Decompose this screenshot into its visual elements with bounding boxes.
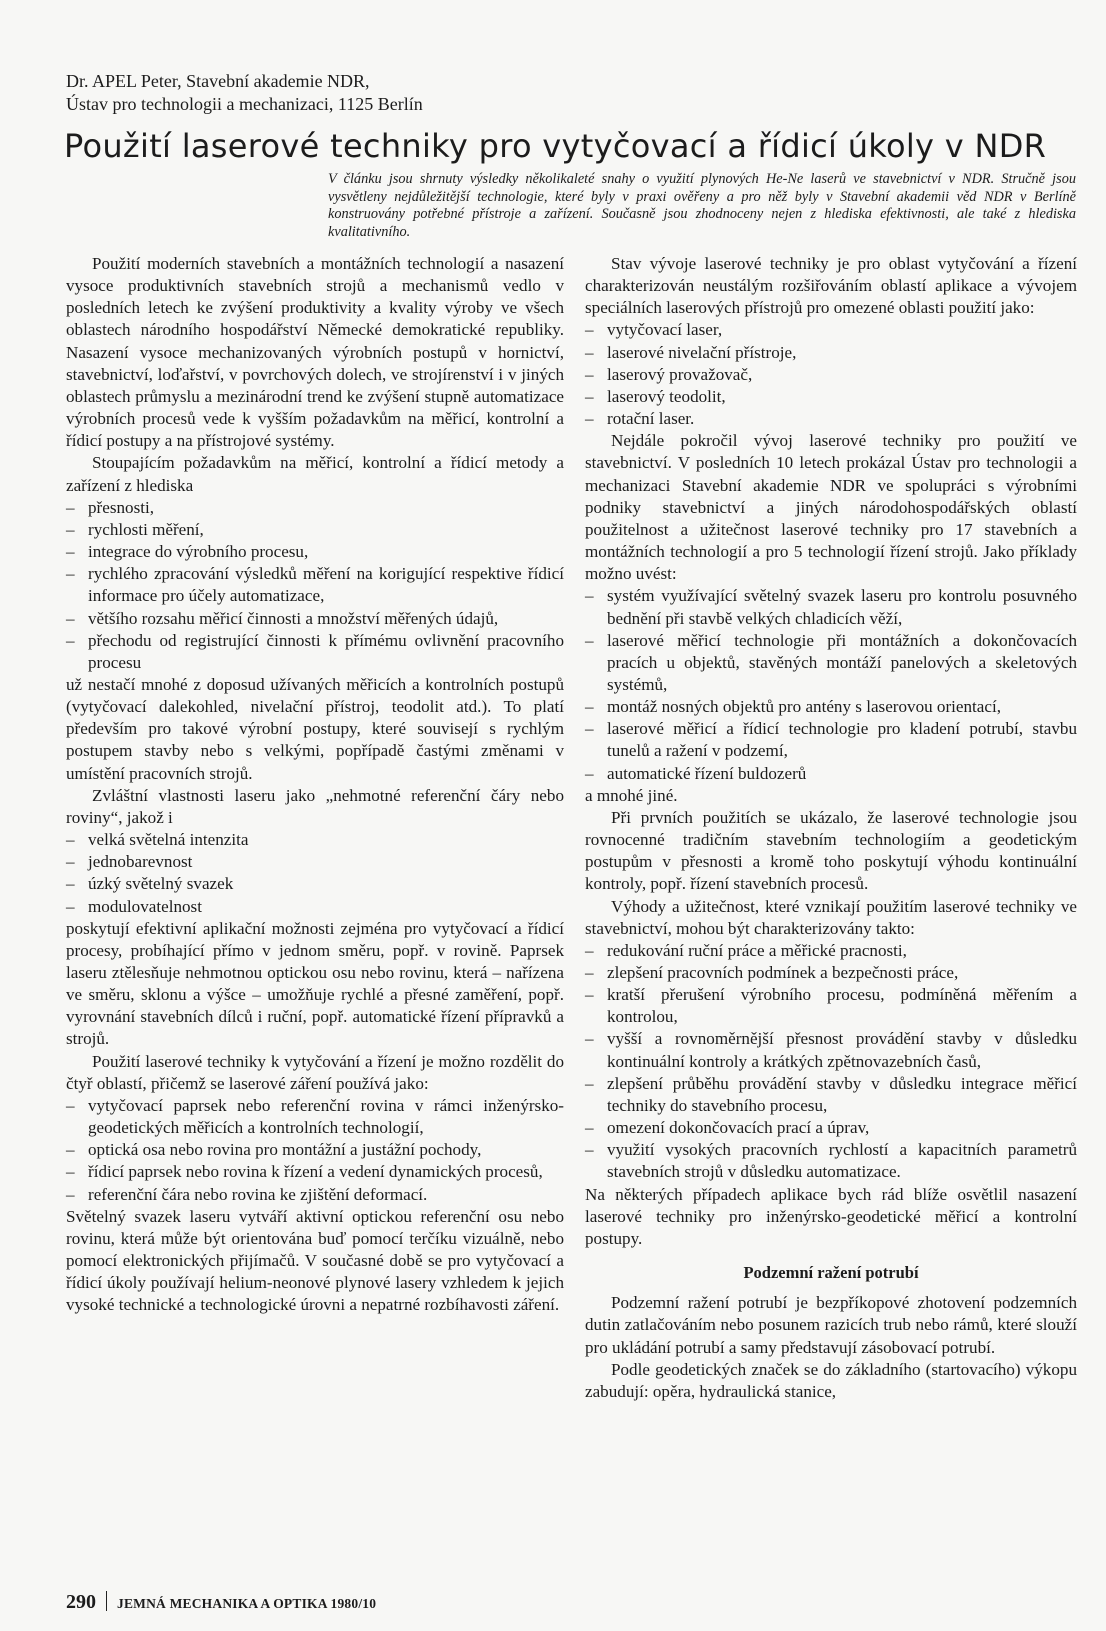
list-item: – laserové nivelační přístroje,	[585, 342, 1077, 364]
paragraph: Použití laserové techniky k vytyčování a řízení je možno rozdělit do čtyř oblastí, přičemž se laserové záření používá jako:	[66, 1051, 564, 1093]
paragraph: Stav vývoje laserové techniky je pro oblast vytyčování a řízení charakterizován neustálým rozšiřováním oblastí aplikace a vývojem speciálních laserových přístrojů pro omezené oblasti použití jako:	[585, 254, 1077, 318]
list-item: – automatické řízení buldozerů	[585, 763, 1077, 785]
journal-name: JEMNÁ MECHANIKA A OPTIKA 1980/10	[117, 1596, 377, 1611]
section-heading: Podzemní ražení potrubí	[743, 1263, 919, 1283]
list-item: – řídicí paprsek nebo rovina k řízení a vedení dynamických procesů,	[66, 1161, 564, 1183]
author-affiliation: Ústav pro technologii a mechanizaci, 1125 Berlín	[66, 94, 423, 114]
list-item: – úzký světelný svazek	[66, 873, 564, 895]
bullet-list	[585, 940, 1077, 1184]
list-item: – redukování ruční práce a měřické pracnosti,	[585, 940, 1077, 962]
bullet-list	[585, 585, 1077, 784]
paragraph: už nestačí mnohé z doposud užívaných měřicích a kontrolních postupů (vytyčovací dalekohled, nivelační přístroj, teodolit atd.). To platí především pro takové výrobní postupy, které souvisejí s rychlým postupem stavby nebo s velkými, popřípadě častými změnami v umístění pracovních strojů.	[66, 674, 564, 783]
list-item: – přesnosti,	[66, 497, 564, 519]
list-item: – jednobarevnost	[66, 851, 564, 873]
list-item: – integrace do výrobního procesu,	[66, 541, 564, 563]
list-item: – většího rozsahu měřicí činnosti a množství měřených údajů,	[66, 608, 564, 630]
list-item: – laserový teodolit,	[585, 386, 1077, 408]
bullet-list	[66, 497, 564, 674]
article-abstract: V článku jsou shrnuty výsledky několikaleté snahy o využití plynových He-Ne laserů ve stavebnictví v NDR. Stručně jsou vysvětleny nejdůležitější technologie, které byly v praxi ověřeny a pro něž byly v Stavební akademii věd NDR v Berlíně konstruovány potřebné přístroje a zařízení. Současně jsou zhodnoceny nejen z hlediska efektivnosti, ale také z hlediska kvalitativního.	[328, 171, 1076, 240]
list-item: – rychlého zpracování výsledků měření na korigující respektive řídicí informace pro účely automatizace,	[66, 563, 564, 607]
list-item: – montáž nosných objektů pro antény s laserovou orientací,	[585, 696, 1077, 718]
paragraph: Podle geodetických značek se do základního (startovacího) výkopu zabudují: opěra, hydraulická stanice,	[585, 1359, 1077, 1401]
paragraph: Použití moderních stavebních a montážních technologií a nasazení vysoce produktivních stavebních strojů a mechanismů vedlo v posledních letech ke zvýšení produktivity a kvality výroby ve všech oblastech národního hospodářství Německé demokratické republiky. Nasazení vysoce mechanizovaných výrobních postupů v hornictví, stavebnictví, loďařství, v povrchových dolech, ve strojírenství i v jiných oblastech průmyslu a mezinárodní trend ke zvýšení stupně automatizace výrobních procesů vede k vyšším požadavkům na měřicí, kontrolní a řídicí postupy a na přístrojové systémy.	[66, 254, 564, 451]
list-item: – optická osa nebo rovina pro montážní a justážní pochody,	[66, 1139, 564, 1161]
paragraph: Podzemní ražení potrubí je bezpříkopové zhotovení podzemních dutin zatlačováním nebo posunem razicích trub nebo rámů, které slouží pro ukládání potrubí a samy představují zásobovací potrubí.	[585, 1293, 1077, 1357]
list-item: – velká světelná intenzita	[66, 829, 564, 851]
left-column	[66, 253, 564, 1317]
list-item: – zlepšení průběhu provádění stavby v důsledku integrace měřicí techniky do stavebního procesu,	[585, 1073, 1077, 1117]
list-item: – referenční čára nebo rovina ke zjištění deformací.	[66, 1184, 564, 1206]
bullet-list	[66, 829, 564, 918]
list-item: – využití vysokých pracovních rychlostí a kapacitních parametrů stavebních strojů v důsledku automatizace.	[585, 1139, 1077, 1183]
list-item: – laserový provažovač,	[585, 364, 1077, 386]
page-footer	[66, 1591, 666, 1614]
paragraph: Světelný svazek laseru vytváří aktivní optickou referenční osu nebo rovinu, která může být orientována buď pomocí terčíku vizuálně, nebo pomocí elektronických přijímačů. V současné době se pro vytyčovací a řídicí úkoly používají helium-neonové plynové lasery vzhledem k jejich vysoké technické a technologické úrovni a nepatrné rozbíhavosti záření.	[66, 1206, 564, 1315]
bullet-list	[585, 319, 1077, 430]
author-name: Dr. APEL Peter, Stavební akademie NDR,	[66, 71, 370, 91]
list-item: – laserové měřicí technologie při montážních a dokončovacích pracích u objektů, stavěných montáží panelových a skeletových systémů,	[585, 630, 1077, 696]
paragraph: Zvláštní vlastnosti laseru jako „nehmotné referenční čáry nebo roviny“, jakož i	[66, 785, 564, 827]
paragraph: Na některých případech aplikace bych rád blíže osvětlil nasazení laserové techniky pro inženýrsko-geodetické měřicí a kontrolní postupy.	[585, 1184, 1077, 1248]
list-item: – vyšší a rovnoměrnější přesnost provádění stavby v důsledku kontinuální kontroly a krátkých zpětnovazebních časů,	[585, 1028, 1077, 1072]
list-item: – přechodu od registrující činnosti k přímému ovlivnění pracovního procesu	[66, 630, 564, 674]
paragraph: a mnohé jiné.	[585, 785, 678, 805]
list-item: – vytyčovací laser,	[585, 319, 1077, 341]
paragraph: Nejdále pokročil vývoj laserové techniky pro použití ve stavebnictví. V posledních 10 letech prokázal Ústav pro technologii a mechanizaci Stavební akademie NDR ve spolupráci s výrobními podniky stavebnictví a jiných národohospodářských oblastí použitelnost a užitečnost laserové techniky pro 17 stavebních a montážních technologií a pro 5 technologií řízení strojů. Jako příklady možno uvést:	[585, 431, 1077, 584]
list-item: – rotační laser.	[585, 408, 1077, 430]
list-item: – vytyčovací paprsek nebo referenční rovina v rámci inženýrsko-geodetických měřicích a kontrolních technologií,	[66, 1095, 564, 1139]
list-item: – omezení dokončovacích prací a úprav,	[585, 1117, 1077, 1139]
page-number: 290	[66, 1591, 96, 1613]
footer-divider	[106, 1591, 107, 1611]
paragraph: Výhody a užitečnost, které vznikají použitím laserové techniky ve stavebnictví, mohou být charakterizovány takto:	[585, 896, 1077, 938]
paragraph: poskytují efektivní aplikační možnosti zejména pro vytyčovací a řídicí procesy, probíhající přímo v jednom směru, popř. v rovině. Paprsek laseru ztělesňuje nehmotnou optickou osu nebo rovinu, která – nařízena ve směru, sklonu a výšce – umožňuje rychlé a přesné zaměření, popř. vyrovnání stavebních dílců i ruční, popř. automatické řízení přípravků a strojů.	[66, 918, 564, 1049]
list-item: – rychlosti měření,	[66, 519, 564, 541]
article-title: Použití laserové techniky pro vytyčovací a řídicí úkoly v NDR	[64, 127, 1047, 165]
right-column	[585, 253, 1077, 1403]
paragraph: Při prvních použitích se ukázalo, že laserové technologie jsou rovnocenné tradičním stavebním technologiím a geodetickým postupům v přesnosti a kromě toho poskytují výhodu kontinuální kontroly, popř. řízení stavebních procesů.	[585, 807, 1077, 894]
bullet-list	[66, 1095, 564, 1206]
list-item: – modulovatelnost	[66, 896, 564, 918]
list-item: – zlepšení pracovních podmínek a bezpečnosti práce,	[585, 962, 1077, 984]
list-item: – laserové měřicí a řídicí technologie pro kladení potrubí, stavbu tunelů a ražení v podzemí,	[585, 718, 1077, 762]
list-item: – kratší přerušení výrobního procesu, podmíněná měřením a kontrolou,	[585, 984, 1077, 1028]
author-block	[66, 70, 766, 116]
list-item: – systém využívající světelný svazek laseru pro kontrolu posuvného bednění při stavbě velkých chladicích věží,	[585, 585, 1077, 629]
paragraph: Stoupajícím požadavkům na měřicí, kontrolní a řídicí metody a zařízení z hlediska	[66, 453, 564, 495]
